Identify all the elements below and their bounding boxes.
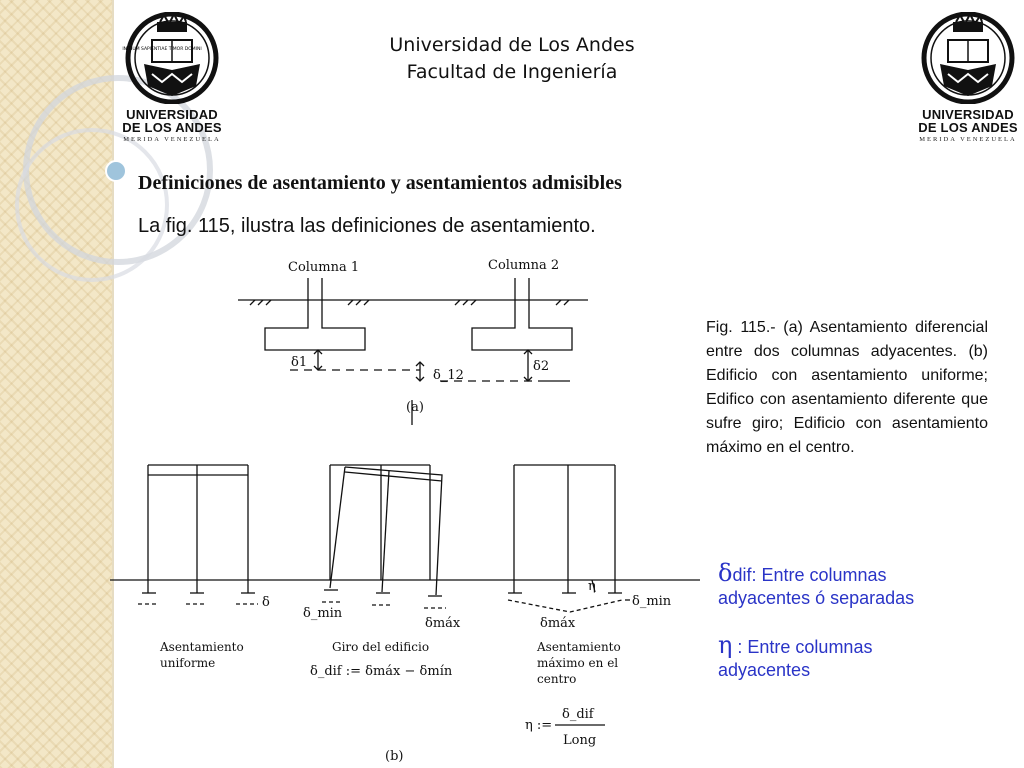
definition-delta-line2: adyacentes ó separadas <box>718 588 915 608</box>
formula-eta-numerator: δ_dif <box>562 707 594 722</box>
definition-delta-dif <box>718 559 998 610</box>
label-rotation: Giro del edificio <box>332 640 430 654</box>
label-column-1: Columna 1 <box>288 260 360 275</box>
label-delta: δ <box>262 595 270 610</box>
header-faculty: Facultad de Ingeniería <box>406 61 618 83</box>
frame-center-max <box>508 465 630 612</box>
label-delta-2: δ2 <box>533 359 550 374</box>
label-delta-min-center: δ_min <box>632 594 672 609</box>
label-delta-max-center: δmáx <box>540 616 576 631</box>
label-delta-min: δ_min <box>303 606 343 621</box>
formula-eta-denominator: Long <box>563 733 597 748</box>
formula-eta-lhs: η := <box>525 718 553 733</box>
header-university: Universidad de Los Andes <box>389 34 635 56</box>
label-column-2: Columna 2 <box>488 258 560 273</box>
definition-eta <box>718 631 998 682</box>
definition-delta-line1: dif: Entre columnas <box>732 565 887 585</box>
settlement-diagram <box>100 250 700 768</box>
frame-rotation <box>322 465 446 608</box>
definition-eta-line1: : Entre columnas <box>732 637 873 657</box>
university-logo-right <box>918 12 1018 152</box>
university-seal-icon <box>122 12 222 104</box>
footing-column-1 <box>265 278 365 350</box>
label-uniform-1: Asentamiento <box>160 640 244 654</box>
label-delta-12: δ_12 <box>433 368 464 383</box>
label-center-3: centro <box>537 672 577 686</box>
label-figure-b: (b) <box>385 749 404 764</box>
label-delta-max: δmáx <box>425 616 461 631</box>
university-logo-left <box>122 12 222 152</box>
slide-intro: La fig. 115, ilustra las definiciones de asentamiento. <box>138 215 596 237</box>
logo-city: MERIDA VENEZUELA <box>919 136 1017 143</box>
logo-university-name: UNIVERSIDAD DE LOS ANDES <box>918 107 1018 135</box>
logo-city: MERIDA VENEZUELA <box>123 136 221 143</box>
label-center-1: Asentamiento <box>537 640 621 654</box>
eta-symbol: η <box>718 631 733 659</box>
label-delta-1: δ1 <box>291 355 308 370</box>
frame-uniform <box>138 465 258 604</box>
university-seal-icon <box>918 12 1018 104</box>
seal-text: INITIUM SAPIENTIAE TIMOR DOMINI <box>122 47 202 52</box>
logo-university-name: UNIVERSIDAD DE LOS ANDES <box>122 107 222 135</box>
label-uniform-2: uniforme <box>160 656 216 670</box>
definition-eta-line2: adyacentes <box>718 660 811 680</box>
label-eta: η <box>588 579 596 594</box>
formula-delta-dif: δ_dif := δmáx − δmín <box>310 664 453 679</box>
footing-column-2 <box>472 278 572 350</box>
figure-caption: Fig. 115.- (a) Asentamiento diferencial entre dos columnas adyacentes. (b) Edificio con asentamiento uniforme; Edifico con asentamiento diferente que sufre giro; Edificio con asentamiento máximo en el centro. <box>706 319 988 456</box>
decorative-side-panel <box>0 0 112 768</box>
delta-symbol: δ <box>718 559 733 587</box>
slide-title: Definiciones de asentamiento y asentamientos admisibles <box>138 172 622 194</box>
label-figure-a: (a) <box>406 400 424 415</box>
slide-header <box>300 32 724 86</box>
label-center-2: máximo en el <box>537 656 619 670</box>
